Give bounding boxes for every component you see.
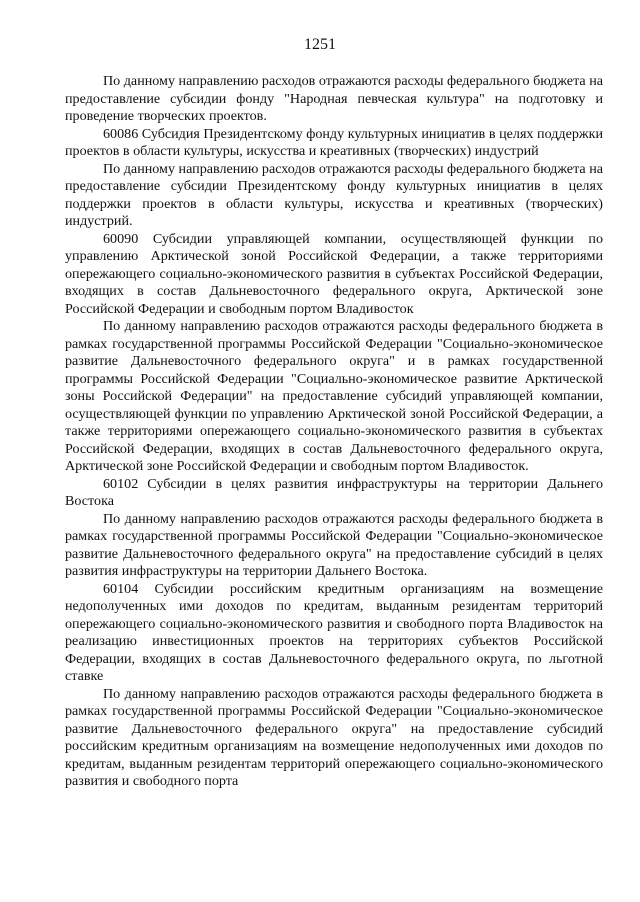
paragraph-description: По данному направлению расходов отражаются расходы федерального бюджета в рамках государственной программы Российской Федерации "Социально-экономическое развитие Дальневосточного федерального округа" и в рамках государственной программы Российской Федерации "Социально-экономическое развитие Арктической зоны Российской Федерации" на предоставление субсидий управляющей компании, осуществляющей функции по управлению Арктической зоной Российской Федерации, а также территориями опережающего социально-экономического развития в субъектах Российской Федерации, входящих в состав Дальневосточного федерального округа, Арктической зоне Российской Федерации и свободным портом Владивосток.: [65, 318, 603, 474]
paragraph-code-heading: 60090 Субсидии управляющей компании, осуществляющей функции по управлению Арктической зоной Российской Федерации, а также территориями опережающего социально-экономического развития в субъектах Российской Федерации, входящих в состав Дальневосточного федерального округа, Арктической зоне Российской Федерации и свободным портом Владивосток: [65, 230, 603, 317]
paragraph-description: По данному направлению расходов отражаются расходы федерального бюджета в рамках государственной программы Российской Федерации "Социально-экономическое развитие Дальневосточного федерального округа" на предоставление субсидий в целях развития инфраструктуры на территории Дальнего Востока.: [65, 510, 603, 579]
paragraph-description: По данному направлению расходов отражаются расходы федерального бюджета на предоставление субсидии фонду "Народная певческая культура" на подготовку и проведение творческих проектов.: [65, 73, 603, 124]
paragraph-code-heading: 60086 Субсидия Президентскому фонду культурных инициатив в целях поддержки проектов в области культуры, искусства и креативных (творческих) индустрий: [65, 125, 603, 159]
paragraph-description: По данному направлению расходов отражаются расходы федерального бюджета в рамках государственной программы Российской Федерации "Социально-экономическое развитие Дальневосточного федерального округа" на предоставление субсидий российским кредитным организациям на возмещение недополученных ими доходов по кредитам, выданным резидентам территорий опережающего социально-экономического развития и свободного порта: [65, 685, 603, 789]
paragraph-code-heading: 60104 Субсидии российским кредитным организациям на возмещение недополученных ими доходов по кредитам, выданным резидентам территорий опережающего социально-экономического развития и свободного порта Владивосток на реализацию инвестиционных проектов на территориях субъектов Российской Федерации, входящих в состав Дальневосточного федерального округа, по льготной ставке: [65, 580, 603, 684]
page-number: 1251: [304, 36, 336, 53]
paragraph-code-heading: 60102 Субсидии в целях развития инфраструктуры на территории Дальнего Востока: [65, 475, 603, 509]
paragraph-description: По данному направлению расходов отражаются расходы федерального бюджета на предоставление субсидии Президентскому фонду культурных инициатив в целях поддержки проектов в области культуры, искусства и креативных (творческих) индустрий.: [65, 160, 603, 229]
document-body: [65, 73, 603, 791]
